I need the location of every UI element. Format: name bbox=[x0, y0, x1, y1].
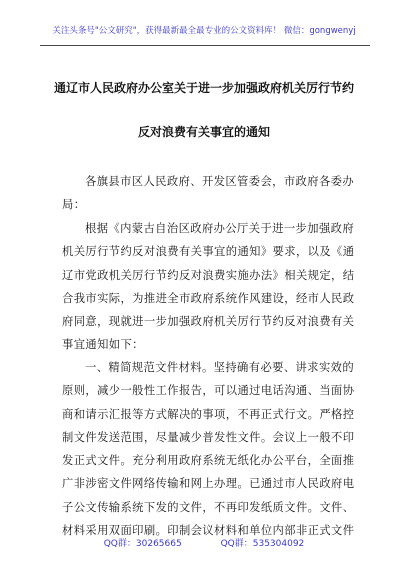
item-1-line: 一、精简规范文件材料。坚持确有必要、讲求实效的 bbox=[85, 361, 355, 374]
intro-line: 辽市党政机关厉行节约反对浪费实施办法》相关规定，结 bbox=[62, 268, 355, 282]
intro-line: 根据《内蒙古自治区政府办公厅关于进一步加强政府 bbox=[85, 222, 355, 235]
item-1-line: 发正式文件。充分利用政府系统无纸化办公平台，全面推 bbox=[62, 454, 355, 468]
intro-line: 事宜通知如下： bbox=[62, 338, 144, 352]
item-1-line: 商和请示汇报等方式解决的事项，不再正式行文。严格控 bbox=[62, 407, 355, 421]
footer bbox=[0, 536, 408, 549]
intro-line: 机关厉行节约反对浪费有关事宜的通知》要求，以及《通 bbox=[62, 245, 355, 259]
intro-paragraph bbox=[62, 217, 355, 357]
addressee-line: 局： bbox=[62, 198, 86, 212]
intro-line: 府同意，现就进一步加强政府机关厉行节约反对浪费有关 bbox=[62, 315, 355, 329]
document-title-line-2: 反对浪费有关事宜的通知 bbox=[137, 125, 270, 139]
intro-line: 合我市实际，为推进全市政府系统作风建设，经市人民政 bbox=[62, 291, 355, 305]
header-banner: 关注头条号"公文研究"，获得最新最全最专业的公文资料库！ 微信：gongwenyj bbox=[52, 26, 356, 36]
header-divider bbox=[40, 45, 370, 46]
item-1-paragraph bbox=[62, 356, 355, 542]
item-1-line: 广非涉密文件网络传输和网上办理。已通过市人民政府电 bbox=[62, 477, 355, 491]
item-1-line: 材料采用双面印刷。印制会议材料和单位内部非正式文件 bbox=[62, 524, 355, 538]
item-1-line: 子公文传输系统下发的文件，不再印发纸质文件。文件、 bbox=[62, 500, 355, 514]
item-1-line: 原则，减少一般性工作报告，可以通过电话沟通、当面协 bbox=[62, 384, 355, 398]
item-1-line: 制文件发送范围，尽量减少普发性文件。会议上一般不印 bbox=[62, 430, 355, 444]
addressee-line: 各旗县市区人民政府、开发区管委会，市政府各委办 bbox=[85, 175, 355, 188]
footer-qq-group-1: QQ群：30265665 bbox=[103, 539, 182, 549]
footer-qq-group-2: QQ群：535304092 bbox=[220, 539, 305, 549]
addressee-paragraph bbox=[62, 170, 355, 217]
document-title-line-1: 通辽市人民政府办公室关于进一步加强政府机关厉行节约 bbox=[53, 81, 354, 95]
